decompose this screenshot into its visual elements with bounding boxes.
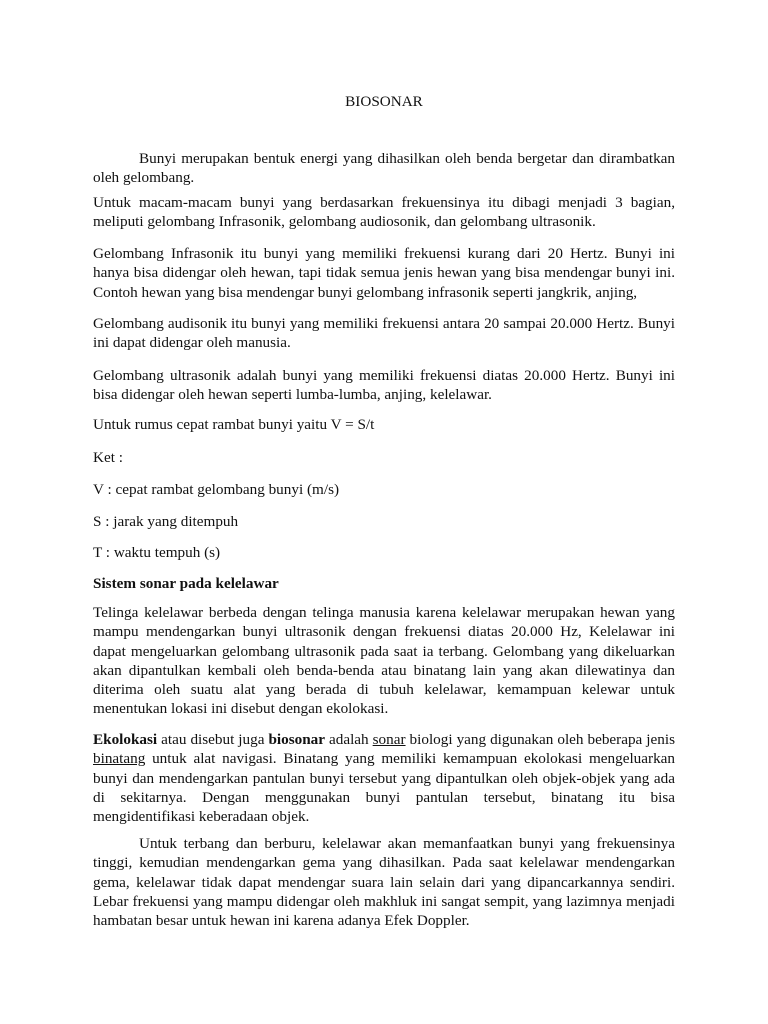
formula-line: Untuk rumus cepat rambat bunyi yaitu V = S/t [93,416,375,433]
sonar-link[interactable]: sonar [372,731,406,748]
ekolokasi-text-3: biologi yang digunakan oleh beberapa jenis [405,731,675,748]
legend-v: V : cepat rambat gelombang bunyi (m/s) [93,481,340,498]
binatang-link[interactable]: binatang [93,750,146,768]
ket-label: Ket : [93,449,123,466]
intro-paragraph-2: Untuk macam-macam bunyi yang berdasarkan frekuensinya itu dibagi menjadi 3 bagian, meliputi gelombang Infrasonik, gelombang audiosonik, dan gelombang ultrasonik. [93,194,675,231]
ekolokasi-term: Ekolokasi [93,731,158,748]
legend-t: T : waktu tempuh (s) [93,544,221,561]
ekolokasi-text-4: untuk alat navigasi. Binatang yang memiliki kemampuan ekolokasi mengeluarkan bunyi dan mendengarkan pantulan bunyi tersebut yang dipantulkan oleh objek-objek yang ada di sekitarnya. Dengan menggunakan bunyi pantulan tersebut, binatang itu bisa mengidentifikasi keberadaan objek. [93,750,675,826]
section-heading: Sistem sonar pada kelelawar [93,575,279,592]
audiosonik-paragraph: Gelombang audisonik itu bunyi yang memiliki frekuensi antara 20 sampai 20.000 Hertz. Bunyi ini dapat didengar oleh manusia. [93,315,675,352]
document-title: BIOSONAR [345,93,423,110]
terbang-paragraph: Untuk terbang dan berburu, kelelawar akan memanfaatkan bunyi yang frekuensinya tinggi, kemudian mendengarkan gema yang dihasilkan. Pada saat kelelawar mendengarkan gema, kelelawar tidak dapat mendengar suara lain selain dari yang dipancarkannya sendiri. Lebar frekuensi yang mampu didengar oleh makhluk ini sangat sempit, yang lazimnya menjadi hambatan besar untuk hewan ini karena adanya Efek Doppler. [93,835,675,930]
legend-s: S : jarak yang ditempuh [93,513,239,530]
telinga-paragraph: Telinga kelelawar berbeda dengan telinga manusia karena kelelawar merupakan hewan yang mampu mendengarkan bunyi ultrasonik dengan frekuensi diatas 20.000 Hz, Kelelawar ini dapat mengeluarkan gelombang ultrasonik pada saat ia terbang. Gelombang yang dikeluarkan akan dipantulkan kembali oleh benda-benda atau binatang lain yang akan dilewatinya dan diterima oleh suatu alat yang berada di tubuh kelelawar, kemampuan kelewar untuk menentukan lokasi ini disebut dengan ekolokasi. [93,604,675,718]
ultrasonik-paragraph: Gelombang ultrasonik adalah bunyi yang memiliki frekuensi diatas 20.000 Hertz. Bunyi ini bisa didengar oleh hewan seperti lumba-lumba, anjing, kelelawar. [93,367,675,404]
ekolokasi-text-2: adalah [325,731,373,748]
infrasonik-paragraph: Gelombang Infrasonik itu bunyi yang memiliki frekuensi kurang dari 20 Hertz. Bunyi ini hanya bisa didengar oleh hewan, tapi tidak semua jenis hewan yang bisa mendengar bunyi ini. Contoh hewan yang bisa mendengar bunyi gelombang infrasonik seperti jangkrik, anjing, [93,245,675,301]
intro-paragraph-1: Bunyi merupakan bentuk energi yang dihasilkan oleh benda bergetar dan dirambatkan oleh gelombang. [93,150,675,187]
ekolokasi-text-1: atau disebut juga [157,731,269,748]
ekolokasi-paragraph [93,730,675,826]
biosonar-term: biosonar [268,731,326,748]
